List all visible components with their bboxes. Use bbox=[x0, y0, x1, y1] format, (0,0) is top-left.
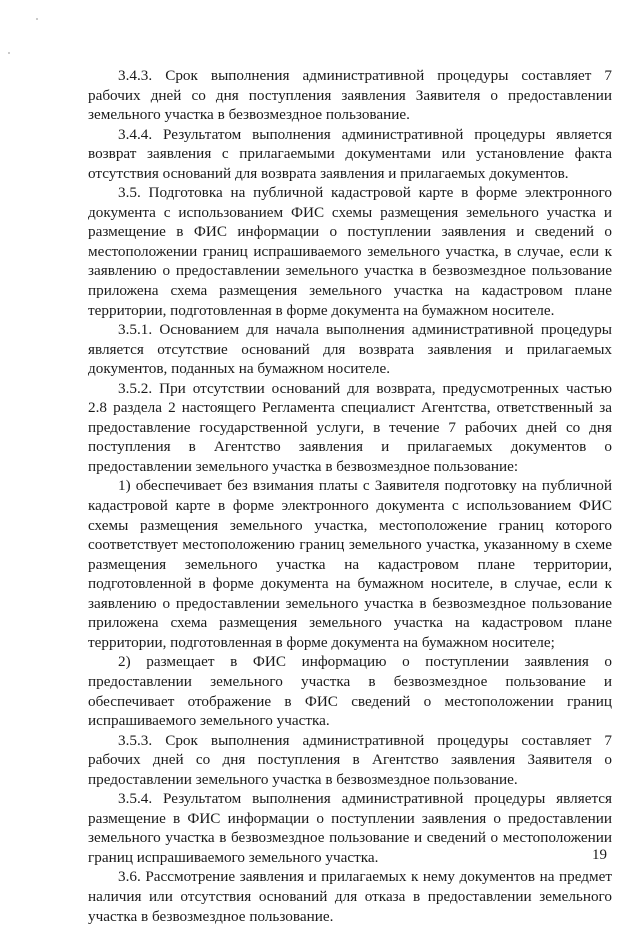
list-item-2: 2) размещает в ФИС информацию о поступлении заявления о предоставлении земельного участка в безвозмездное пользование и обеспечивает отображение в ФИС сведений о местоположении границ испрашиваемого земельного участка. bbox=[88, 653, 612, 730]
paragraph-3-5-1: 3.5.1. Основанием для начала выполнения административной процедуры является отсутствие оснований для возврата заявления и прилагаемых документов, поданных на бумажном носителе. bbox=[88, 321, 612, 378]
scan-speck bbox=[36, 18, 38, 20]
paragraph-3-4-3: 3.4.3. Срок выполнения административной процедуры составляет 7 рабочих дней со дня поступления заявления Заявителя о предоставлении земельного участка в безвозмездное пользование. bbox=[88, 67, 612, 124]
paragraph-3-5-4: 3.5.4. Результатом выполнения административной процедуры является размещение в ФИС информации о поступлении заявления о предоставлении земельного участка в безвозмездное пользование и сведений о местоположении границ испрашиваемого земельного участка. bbox=[88, 790, 612, 866]
paragraph-3-5-2: 3.5.2. При отсутствии оснований для возврата, предусмотренных частью 2.8 раздела 2 настоящего Регламента специалист Агентства, ответственный за предоставление государственной услуги, в течение 7 рабочих дней со дня поступления в Агентство заявления и прилагаемых документов о предоставлении земельного участка в безвозмездное пользование: bbox=[88, 379, 612, 475]
paragraph-3-5-3: 3.5.3. Срок выполнения административной процедуры составляет 7 рабочих дней со дня поступления в Агентство заявления Заявителя о предоставлении земельного участка в безвозмездное пользование. bbox=[88, 731, 612, 788]
document-body bbox=[88, 66, 612, 926]
paragraph-3-4-4: 3.4.4. Результатом выполнения административной процедуры является возврат заявления с прилагаемыми документами или установление факта отсутствия оснований для возврата заявления и прилагаемых документов. bbox=[88, 125, 612, 182]
page-number: 19 bbox=[592, 847, 607, 863]
paragraph-3-5: 3.5. Подготовка на публичной кадастровой карте в форме электронного документа с использованием ФИС схемы размещения земельного участка и размещение в ФИС информации о поступлении заявления и сведений о местоположении границ испрашиваемого земельного участка, в случае, если к заявлению о предоставлении земельного участка в безвозмездное пользование приложена схема размещения земельного участка на кадастровом плане территории, подготовленная в форме документа на бумажном носителе. bbox=[88, 184, 612, 319]
list-item-1: 1) обеспечивает без взимания платы с Заявителя подготовку на публичной кадастровой карте в форме электронного документа с использованием ФИС схемы размещения земельного участка, местоположение границ которого соответствует местоположению границ земельного участка, указанному в схеме размещения земельного участка на кадастровом плане территории, подготовленной в форме документа на бумажном носителе, в случае, если к заявлению о предоставлении земельного участка в безвозмездное пользование приложена схема размещения земельного участка на кадастровом плане территории, подготовленная в форме документа на бумажном носителе; bbox=[88, 477, 612, 651]
paragraph-3-6: 3.6. Рассмотрение заявления и прилагаемых к нему документов на предмет наличия или отсутствия оснований для отказа в предоставлении земельного участка в безвозмездное пользование. bbox=[88, 868, 612, 925]
scan-speck bbox=[8, 52, 10, 54]
